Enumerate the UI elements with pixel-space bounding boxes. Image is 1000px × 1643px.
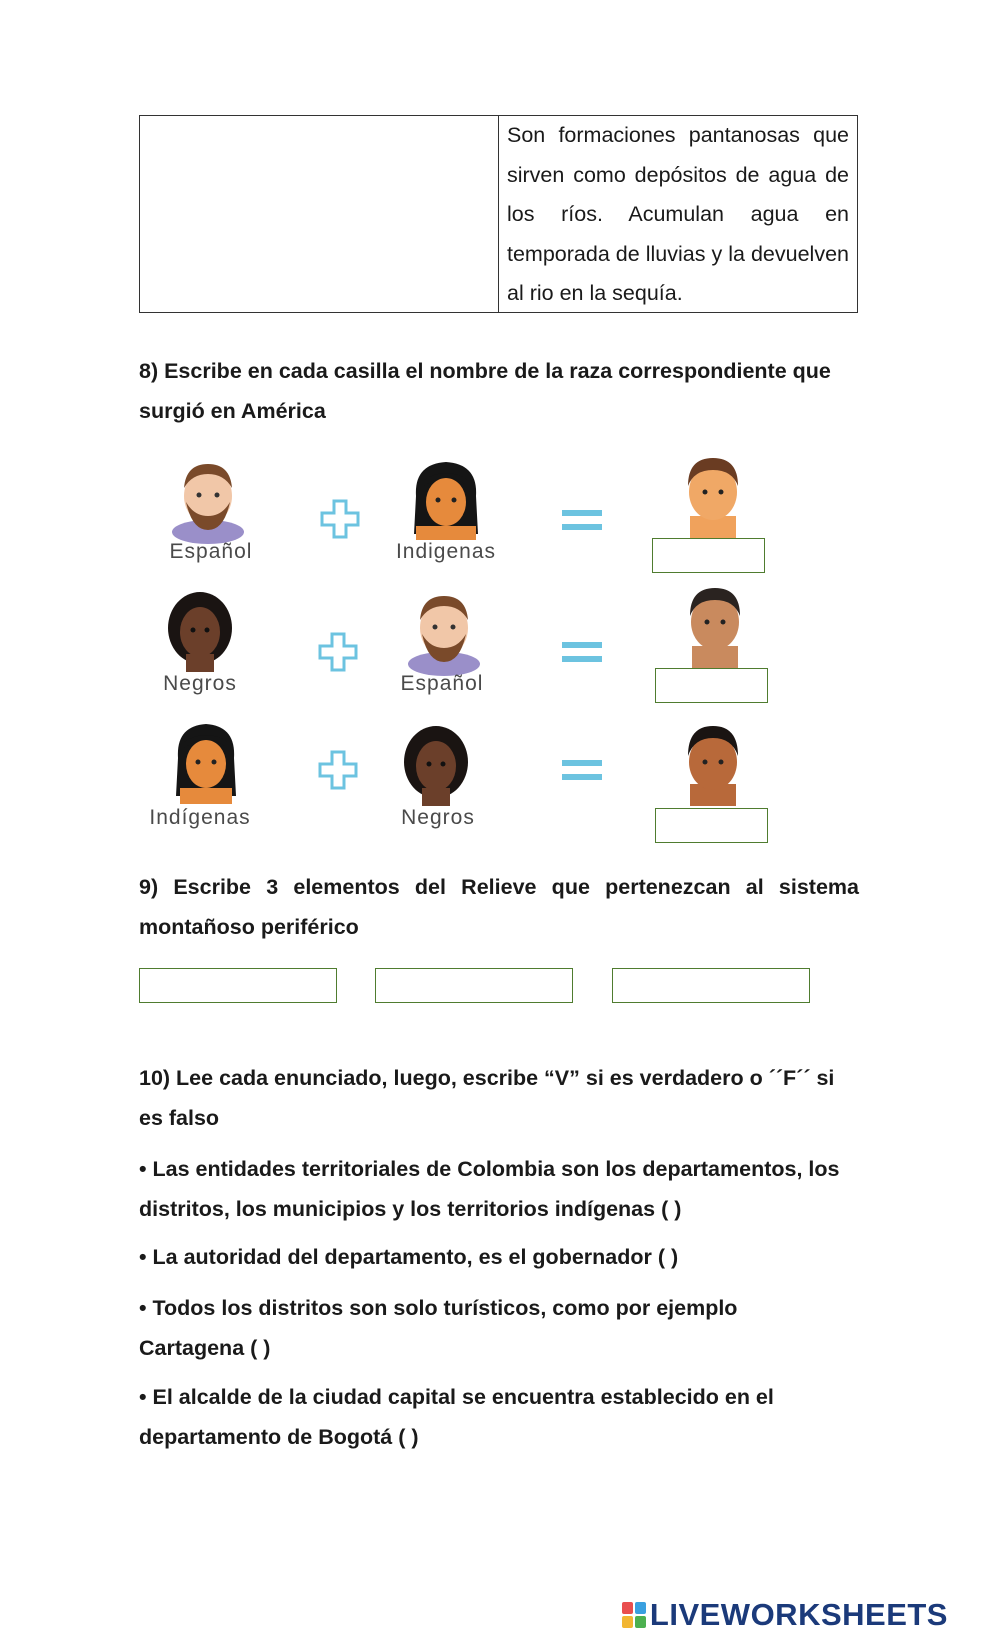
liveworksheets-logo-icon [622, 1602, 646, 1628]
question-10-title: 10) Lee cada enunciado, luego, escribe “V” si es verdadero o ´´F´´ si es falso [139, 1066, 835, 1130]
answer-box-mulato[interactable] [655, 668, 768, 703]
relieve-answer-box-2[interactable] [375, 968, 573, 1003]
question-8-title: 8) Escribe en cada casilla el nombre de la raza correspondiente que surgió en América [139, 359, 831, 423]
face-indigenous-woman [168, 720, 244, 809]
liveworksheets-logo [622, 1597, 948, 1633]
answer-box-zambo[interactable] [655, 808, 768, 843]
plus-icon [316, 748, 360, 792]
face-zambo [676, 722, 750, 811]
label-espanol-2: Español [400, 672, 484, 695]
label-negros: Negros [163, 672, 237, 695]
face-spanish-man [398, 590, 490, 681]
label-negros-2: Negros [401, 806, 475, 829]
plus-icon [316, 630, 360, 674]
face-spanish-man [162, 458, 254, 549]
statement-2: • La autoridad del departamento, es el gobernador ( ) [139, 1245, 679, 1269]
answer-box-mestizo[interactable] [652, 538, 765, 573]
label-indigenas: Indigenas [395, 540, 497, 563]
statement-4: • El alcalde de la ciudad capital se encuentra establecido en el departamento de Bogotá ( ) [139, 1385, 774, 1449]
definition-table [139, 115, 858, 313]
equals-icon [560, 750, 604, 794]
answer-cell[interactable] [140, 116, 499, 312]
face-indigenous-woman [404, 456, 488, 549]
statement-3: • Todos los distritos son solo turísticos, como por ejemplo Cartagena ( ) [139, 1296, 738, 1360]
face-mulato [678, 582, 752, 673]
face-mestizo [676, 452, 750, 543]
plus-icon [318, 497, 362, 541]
equals-icon [560, 500, 604, 544]
face-black-woman [164, 588, 236, 677]
label-espanol: Español [169, 540, 253, 563]
relieve-answer-box-1[interactable] [139, 968, 337, 1003]
face-black-woman [400, 722, 472, 811]
relieve-answer-box-3[interactable] [612, 968, 810, 1003]
definition-text: Son formaciones pantanosas que sirven como depósitos de agua de los ríos. Acumulan agua en temporada de lluvias y la devuelven al rio en la sequía. [507, 123, 849, 305]
statement-1: • Las entidades territoriales de Colombia son los departamentos, los distritos, los municipios y los territorios indígenas ( ) [139, 1157, 840, 1221]
label-indigenas-2: Indígenas [149, 806, 251, 829]
equals-icon [560, 632, 604, 676]
brand-name: LIVEWORKSHEETS [649, 1597, 948, 1632]
question-9-title: 9) Escribe 3 elementos del Relieve que pertenezcan al sistema montañoso periférico [139, 875, 859, 939]
